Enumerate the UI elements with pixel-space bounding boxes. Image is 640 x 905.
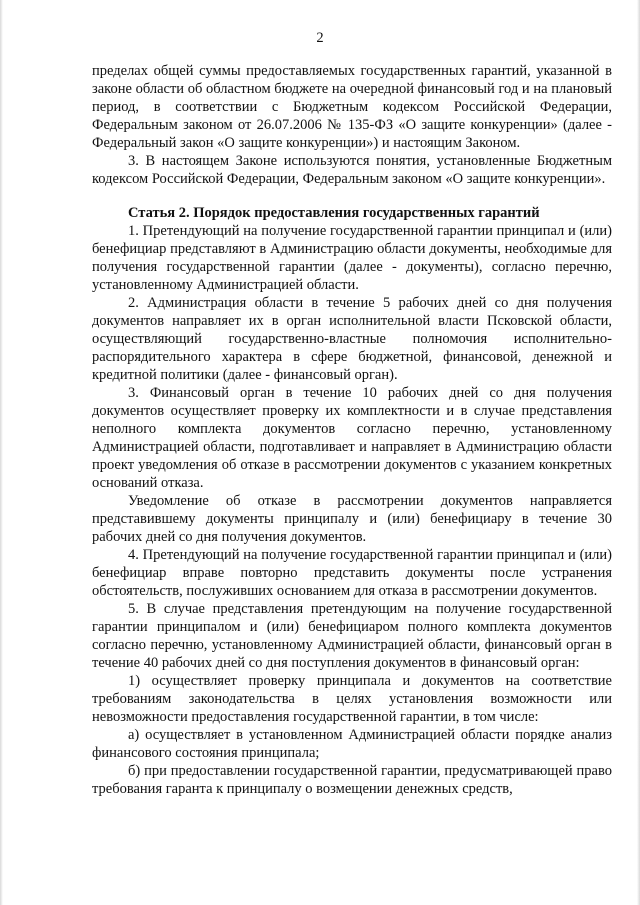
paragraph-item-2: 2. Администрация области в течение 5 рабочих дней со дня получения документов направляет их в орган исполнительной власти Псковской области, осуществляющий государственно-властные полномочия исполнительно-распорядительного характера в сфере бюджетной, финансовой, денежной и кредитной политики (далее - финансовый орган). (92, 295, 612, 383)
paragraph-item-3: 3. В настоящем Законе используются понятия, установленные Бюджетным кодексом Российской Федерации, Федеральным законом «О защите конкуренции». (92, 153, 612, 187)
paragraph-item-3-article: 3. Финансовый орган в течение 10 рабочих дней со дня получения документов осуществляет проверку их комплектности и в случае представления неполного комплекта документов согласно перечню, установленному Администрацией области, подготавливает и направляет в Администрацию области проект уведомления об отказе в рассмотрении документов с указанием конкретных оснований отказа. (92, 385, 612, 491)
paragraph-item-1: 1. Претендующий на получение государственной гарантии принципал и (или) бенефициар представляют в Администрацию области документы, необходимые для получения государственной гарантии (далее - документы), согласно перечню, установленному Администрацией области. (92, 223, 612, 293)
paragraph-item-5: 5. В случае представления претендующим на получение государственной гарантии принципалом и (или) бенефициаром полного комплекта документов согласно перечню, установленному Администрацией области, финансовый орган в течение 40 рабочих дней со дня поступления документов в финансовый орган: (92, 601, 612, 671)
paragraph-subitem-b: б) при предоставлении государственной гарантии, предусматривающей право требования гаранта к принципалу о возмещении денежных средств, (92, 763, 612, 797)
paragraph-subitem-1: 1) осуществляет проверку принципала и документов на соответствие требованиям законодательства в целях установления возможности или невозможности предоставления государственной гарантии, в том числе: (92, 673, 612, 725)
article-heading: Статья 2. Порядок предоставления государственных гарантий (128, 205, 540, 221)
page-number: 2 (316, 30, 324, 46)
document-body (92, 62, 612, 798)
paragraph-subitem-a: а) осуществляет в установленном Администрацией области порядке анализ финансового состояния принципала; (92, 727, 612, 761)
page-edge-left (0, 0, 3, 905)
paragraph-notice: Уведомление об отказе в рассмотрении документов направляется представившему документы принципалу и (или) бенефициару в течение 30 рабочих дней со дня получения документов. (92, 493, 612, 545)
paragraph-item-4: 4. Претендующий на получение государственной гарантии принципал и (или) бенефициар вправе повторно представить документы после устранения обстоятельств, послуживших основанием для отказа в рассмотрении документов. (92, 547, 612, 599)
paragraph-continuation: пределах общей суммы предоставляемых государственных гарантий, указанной в законе области об областном бюджете на очередной финансовый год и на плановый период, в соответствии с Бюджетным кодексом Российской Федерации, Федеральным законом от 26.07.2006 № 135-ФЗ «О защите конкуренции» (далее - Федеральный закон «О защите конкуренции») и настоящим Законом. (92, 63, 612, 151)
